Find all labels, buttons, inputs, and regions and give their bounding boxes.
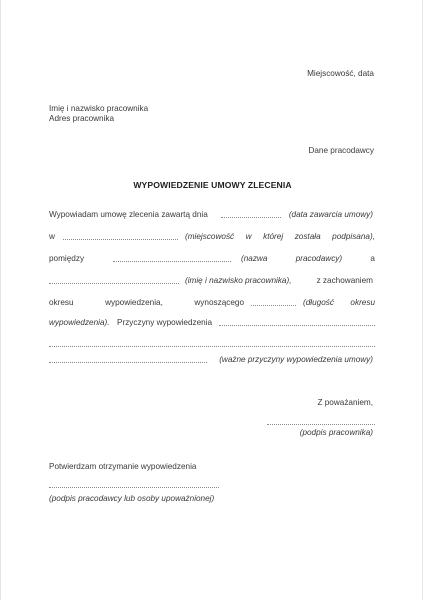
reasons-dotted-field-2 [49, 346, 375, 347]
body-line-2-prefix: w [49, 232, 55, 241]
hint-word: podpisana), [332, 232, 375, 241]
date-dotted-field [221, 217, 281, 218]
body-line-6-hint: wypowiedzenia). [49, 318, 110, 327]
employee-signature-line [267, 424, 375, 425]
employee-name-label: Imię i nazwisko pracownika [49, 104, 149, 113]
body-line-3-prefix: pomiędzy [49, 254, 85, 263]
body-line-6-text: Przyczyny wypowiedzenia [117, 318, 213, 327]
body-line-1-text: Wypowiadam umowę zlecenia zawartą dnia [49, 210, 208, 219]
body-line-3-hint [241, 254, 375, 264]
hint-word: a [370, 254, 375, 263]
employer-dotted-field [113, 261, 231, 262]
body-line-5 [49, 298, 244, 308]
regards-label: Z poważaniem, [317, 398, 373, 407]
hint-word: (długość [303, 298, 334, 307]
body-line-5-hint [303, 298, 375, 308]
period-dotted-field [251, 305, 296, 306]
employer-signature-label: (podpis pracodawcy lub osoby upoważnionej) [49, 494, 215, 503]
body-line-2-hint [185, 232, 375, 242]
body-line-1-hint: (data zawarcia umowy) [288, 210, 373, 219]
hint-word: pracodawcy) [295, 254, 343, 263]
place-date-label: Miejscowość, data [307, 69, 374, 78]
confirmation-text: Potwierdzam otrzymanie wypowiedzenia [49, 462, 197, 471]
employee-dotted-field [49, 283, 179, 284]
body-line-4-suffix: z zachowaniem [316, 276, 373, 285]
hint-word: (nazwa [241, 254, 268, 263]
place-dotted-field [63, 239, 178, 240]
body-word: wynoszącego [194, 298, 244, 307]
hint-word: okresu [350, 298, 375, 307]
hint-word: której [263, 232, 284, 241]
reasons-dotted-field-1 [219, 325, 375, 326]
hint-word: (miejscowość [185, 232, 235, 241]
hint-word: w [245, 232, 252, 241]
employee-address-label: Adres pracownika [49, 114, 115, 123]
body-line-8-hint: (ważne przyczyny wypowiedzenia umowy) [219, 355, 373, 364]
employee-signature-label: (podpis pracownika) [299, 428, 373, 437]
body-word: wypowiedzenia, [105, 298, 163, 307]
hint-word: została [294, 232, 321, 241]
body-word: okresu [49, 298, 74, 307]
body-line-4-hint: (imię i nazwisko pracownika), [185, 276, 292, 285]
document-title: WYPOWIEDZENIE UMOWY ZLECENIA [133, 180, 292, 190]
employer-signature-line [49, 487, 219, 488]
reasons-dotted-field-3 [49, 362, 207, 363]
employer-data-label: Dane pracodawcy [308, 146, 374, 155]
